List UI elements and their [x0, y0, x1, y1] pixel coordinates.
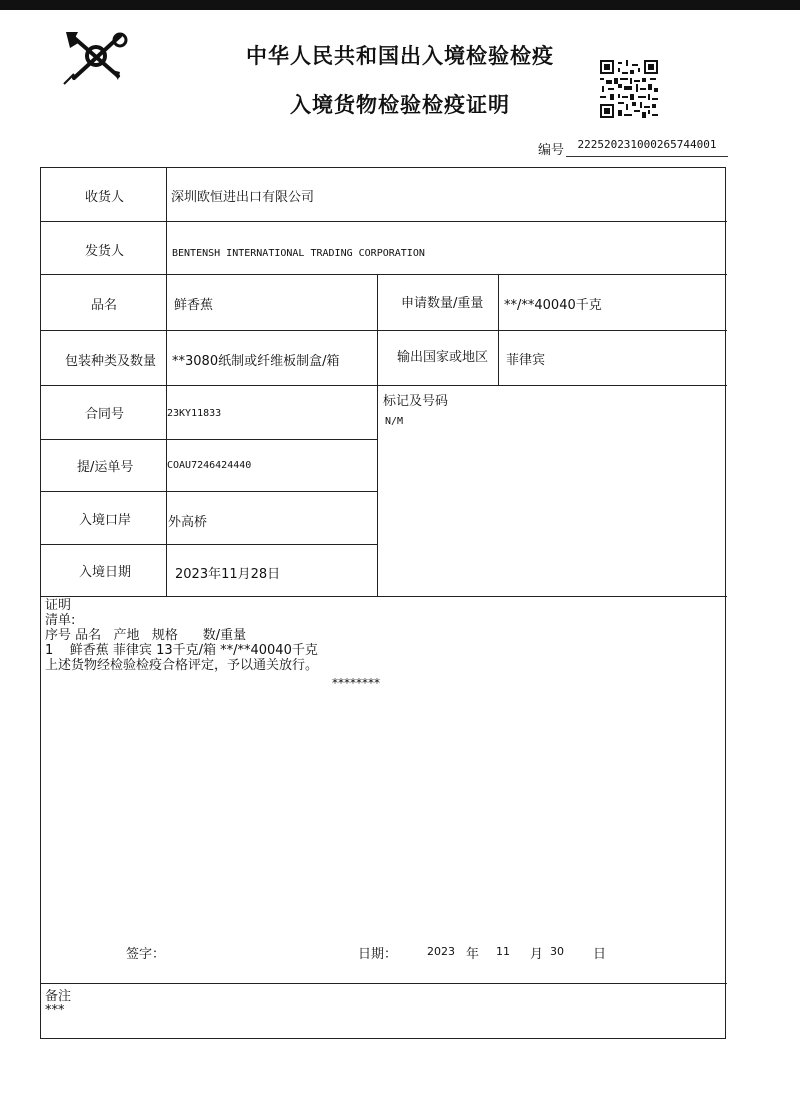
marks-value: N/M: [385, 416, 404, 427]
row-divider: [41, 221, 727, 222]
declared-quantity-label: 申请数量/重量: [401, 296, 484, 311]
bill-of-lading-label: 提/运单号: [77, 460, 134, 475]
cert-number-label: 编号: [538, 143, 565, 158]
sign-date-month: 11: [496, 945, 510, 958]
sign-date-day: 30: [550, 945, 564, 958]
certification-stars: ********: [332, 676, 380, 690]
column-divider: [166, 168, 167, 596]
row-divider: [41, 330, 727, 331]
certification-section: [45, 598, 318, 673]
top-black-bar: [0, 0, 800, 10]
sign-date-year: 2023: [427, 945, 455, 958]
certification-heading: 证明: [45, 598, 72, 613]
entry-date-label: 入境日期: [79, 565, 132, 580]
contract-number-label: 合同号: [85, 407, 125, 422]
marks-label: 标记及号码: [383, 394, 449, 409]
row-divider: [41, 983, 727, 984]
declared-quantity-value: **/**40040千克: [504, 298, 602, 313]
row-divider: [41, 491, 377, 492]
origin-country-label: 输出国家或地区: [397, 350, 489, 365]
bill-of-lading-value: COAU7246424440: [167, 460, 252, 471]
entry-date-value: 2023年11月28日: [175, 567, 281, 582]
origin-country-value: 菲律宾: [506, 353, 546, 368]
column-divider: [498, 274, 499, 385]
product-value: 鲜香蕉: [174, 298, 214, 313]
sign-date-label: 日期：: [358, 947, 398, 962]
signature-label: 签字：: [126, 947, 166, 962]
column-divider: [377, 274, 378, 596]
row-divider: [41, 596, 727, 597]
issuing-authority: 中华人民共和国出入境检验检疫: [246, 44, 554, 68]
entry-port-label: 入境口岸: [79, 513, 132, 528]
list-label: 清单:: [45, 613, 76, 628]
row-divider: [41, 274, 727, 275]
contract-number-value: 23KY11833: [167, 408, 222, 419]
remarks-label: 备注: [45, 989, 72, 1004]
document-title: 入境货物检验检疫证明: [290, 93, 510, 117]
consignee-label: 收货人: [85, 190, 125, 205]
year-char: 年: [466, 947, 480, 962]
cert-number: 222520231000265744001: [566, 134, 728, 157]
list-columns: 序号 品名 产地 规格 数/重量: [45, 628, 247, 643]
consignee-value: 深圳欧恒进出口有限公司: [171, 190, 315, 205]
row-divider: [41, 439, 377, 440]
row-divider: [41, 385, 727, 386]
list-row: 1 鲜香蕉 菲律宾 13千克/箱 **/**40040千克: [45, 643, 318, 658]
month-char: 月: [530, 947, 544, 962]
consignor-label: 发货人: [85, 244, 125, 259]
remarks-section: [45, 990, 71, 1018]
remarks-value: ***: [45, 1003, 65, 1018]
qr-code-icon: [600, 60, 658, 118]
consignor-value: BENTENSH INTERNATIONAL TRADING CORPORATION: [172, 248, 425, 259]
packaging-value: **3080纸制或纤维板制盒/箱: [172, 354, 340, 369]
day-char: 日: [593, 947, 607, 962]
row-divider: [41, 544, 377, 545]
packaging-label: 包装种类及数量: [65, 354, 157, 369]
entry-port-value: 外高桥: [168, 515, 208, 530]
certification-statement: 上述货物经检验检疫合格评定，予以通关放行。: [45, 658, 319, 673]
product-label: 品名: [91, 298, 118, 313]
